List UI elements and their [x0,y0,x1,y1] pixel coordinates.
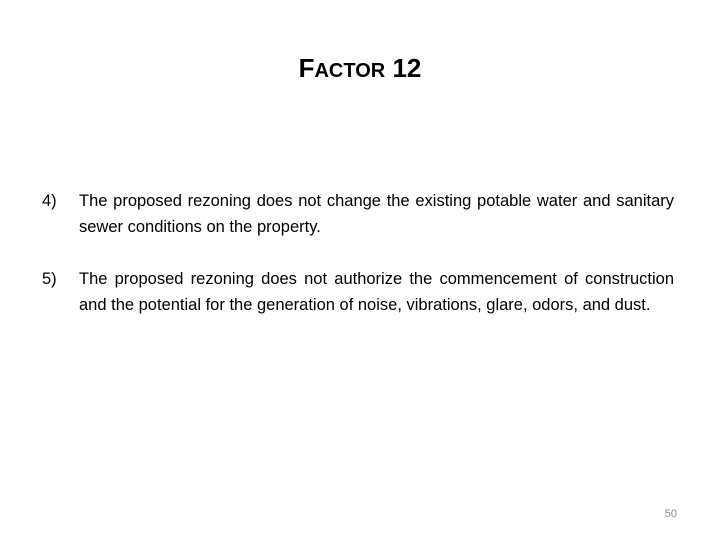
title-initial: F [298,53,315,83]
numbered-list [42,188,674,344]
list-item [42,188,674,240]
slide-title [0,52,720,87]
title-number: 12 [392,53,422,83]
page-number: 50 [664,508,677,520]
list-item-text: The proposed rezoning does not change the existing potable water and sanitary sewer conditions on the property. [79,192,674,236]
list-item-number: 4) [42,192,57,210]
title-word: ACTOR [314,60,386,82]
list-item [42,266,674,318]
list-item-text: The proposed rezoning does not authorize the commencement of construction and the potential for the generation of noise, vibrations, glare, odors, and dust. [79,270,674,314]
list-item-number: 5) [42,270,57,288]
